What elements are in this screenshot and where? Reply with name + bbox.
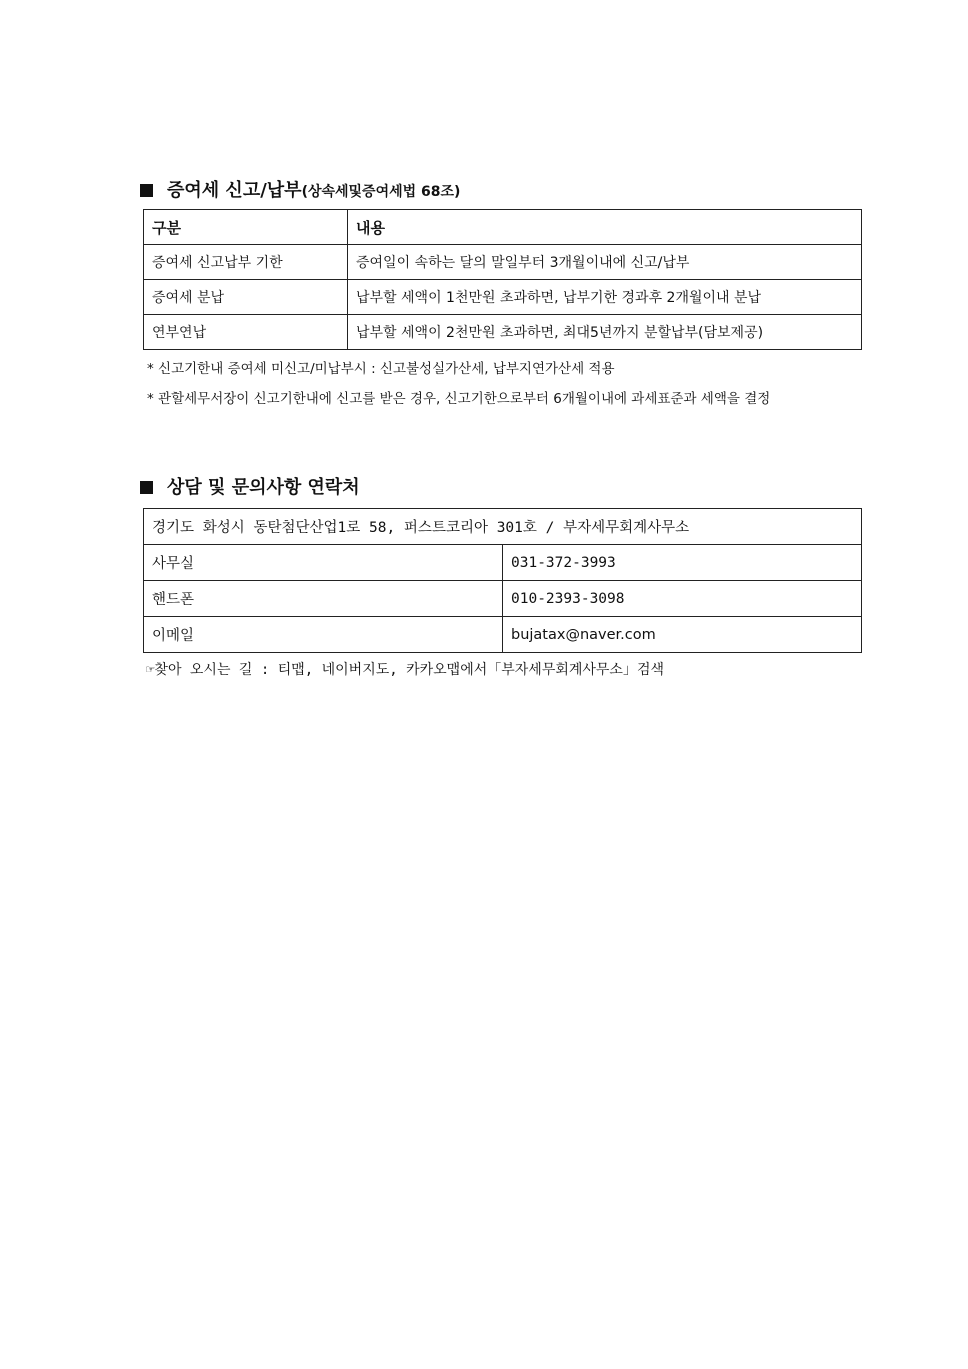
header-category: 구분 xyxy=(144,210,348,245)
contact-table xyxy=(143,508,862,653)
table-row xyxy=(144,315,862,350)
table-row xyxy=(144,545,862,581)
contact-title: 상담 및 문의사항 연락처 xyxy=(167,477,360,498)
header-content: 내용 xyxy=(348,210,862,245)
row-label: 증여세 분납 xyxy=(144,280,348,315)
black-square-icon xyxy=(140,184,153,197)
office-address: 경기도 화성시 동탄첨단산업1로 58, 퍼스트코리아 301호 / 부자세무회계사무소 xyxy=(144,509,862,545)
row-content: 납부할 세액이 1천만원 초과하면, 납부기한 경과후 2개월이내 분납 xyxy=(348,280,862,315)
table-header-row xyxy=(144,210,862,245)
row-content: 납부할 세액이 2천만원 초과하면, 최대5년까지 분할납부(담보제공) xyxy=(348,315,862,350)
table-row xyxy=(144,581,862,617)
black-square-icon xyxy=(140,481,153,494)
mobile-phone: 010-2393-3098 xyxy=(503,581,862,617)
row-label: 이메일 xyxy=(144,617,503,653)
note-assessment: * 관할세무서장이 신고기한내에 신고를 받은 경우, 신고기한으로부터 6개월이내에 과세표준과 세액을 결정 xyxy=(147,391,771,407)
section-title-contact xyxy=(140,473,360,499)
email-address: bujatax@naver.com xyxy=(503,617,862,653)
office-phone: 031-372-3993 xyxy=(503,545,862,581)
address-row xyxy=(144,509,862,545)
table-row xyxy=(144,280,862,315)
table-row xyxy=(144,245,862,280)
row-label: 핸드폰 xyxy=(144,581,503,617)
note-penalty: * 신고기한내 증여세 미신고/미납부시 : 신고불성실가산세, 납부지연가산세 적용 xyxy=(147,361,615,377)
table-row xyxy=(144,617,862,653)
directions-note: ☞찾아 오시는 길 : 티맵, 네이버지도, 카카오맵에서「부자세무회계사무소」검색 xyxy=(146,662,665,678)
row-content: 증여일이 속하는 달의 말일부터 3개월이내에 신고/납부 xyxy=(348,245,862,280)
row-label: 연부연납 xyxy=(144,315,348,350)
row-label: 증여세 신고납부 기한 xyxy=(144,245,348,280)
section-title-gift-tax xyxy=(140,176,460,202)
gift-tax-title: 증여세 신고/납부 xyxy=(167,180,302,201)
row-label: 사무실 xyxy=(144,545,503,581)
gift-tax-table xyxy=(143,209,862,350)
gift-tax-law-reference: (상속세및증여세법 68조) xyxy=(301,184,461,200)
